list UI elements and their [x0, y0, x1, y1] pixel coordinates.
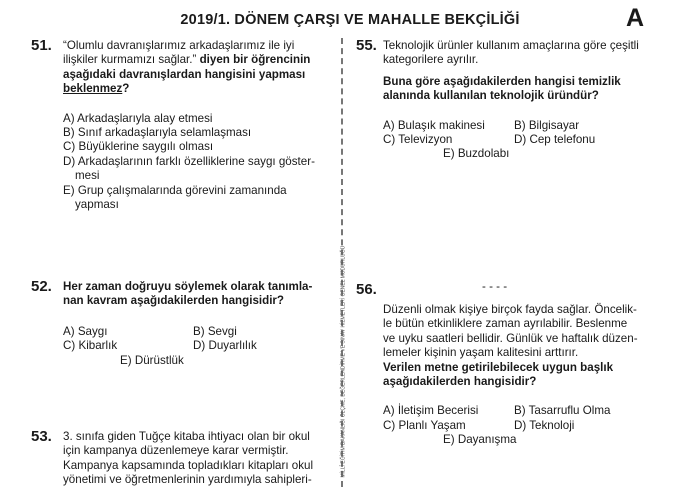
question-51-number: 51. [31, 37, 52, 54]
side-label [339, 245, 347, 482]
q55-question-line: alanında kullanılan teknolojik üründür? [383, 89, 599, 103]
q52-option-e: E) Dürüstlük [120, 353, 184, 367]
q52-option-c: C) Kibarlık [63, 339, 118, 353]
q51-stem-line: “Olumlu davranışlarımız arkadaşlarımız ile iyi [63, 39, 295, 52]
question-51 [63, 39, 335, 212]
q56-question-line: aşağıdakilerden hangisidir? [383, 375, 537, 389]
q55-line: Teknolojik ürünler kullanım amaçlarına göre çeşitli [383, 39, 639, 52]
question-55 [383, 39, 683, 162]
q56-option-b: B) Tasarruflu Olma [514, 404, 611, 418]
q55-option-a: A) Bulaşık makinesi [383, 118, 485, 132]
q55-question-line: Buna göre aşağıdakilerden hangisi temizlik [383, 74, 621, 88]
q52-option-b: B) Sevgi [193, 324, 237, 338]
question-52-number: 52. [31, 278, 52, 295]
q53-line: için kampanya düzenlemeye karar vermiştir. [63, 444, 289, 458]
question-53 [63, 430, 335, 488]
side-label-text: MİLLÎ EĞİTİM BAKANLIĞI ÖLÇME, DEĞERLENDİRME VE SINAV HİZMETLERİ GENEL MÜDÜRLÜĞÜ [340, 245, 347, 478]
q51-stem-text: ilişkiler kurmamızı sağlar.” [63, 53, 197, 67]
q52-stem-line: Her zaman doğruyu söylemek olarak tanımla- [63, 280, 313, 293]
q55-option-d: D) Cep telefonu [514, 133, 596, 147]
q55-options-row [383, 119, 683, 133]
q53-line: yönetimi ve öğretmenlerinin yardımıyla sahipleri- [63, 473, 312, 487]
q56-paragraph-line: ve uyku saatleri bellidir. Günlük ve haftalık düzen- [383, 331, 638, 345]
q51-stem-line [63, 53, 335, 67]
q56-option-e: E) Dayanışma [443, 433, 517, 447]
q56-options-row [383, 404, 683, 418]
q51-option-a: A) Arkadaşlarıyla alay etmesi [63, 111, 213, 125]
question-56 [383, 303, 683, 448]
question-52 [63, 280, 335, 368]
q56-paragraph-line: le bütün etkinliklere zaman ayrılabilir. Beslenme [383, 317, 628, 331]
q53-line: 3. sınıfa giden Tuğçe kitaba ihtiyacı olan bir okul [63, 430, 310, 443]
q51-option-c: C) Büyüklerine saygılı olması [63, 140, 214, 154]
q52-option-a: A) Saygı [63, 324, 108, 338]
q56-options-row [383, 419, 683, 433]
q51-option-b: B) Sınıf arkadaşlarıyla selamlaşması [63, 126, 252, 140]
question-56-number: 56. [356, 281, 377, 298]
exam-title: 2019/1. DÖNEM ÇARŞI VE MAHALLE BEKÇİLİĞİ [180, 12, 520, 28]
q51-option-e-cont: yapması [75, 198, 119, 212]
q56-option-d: D) Teknoloji [514, 418, 575, 432]
q51-option-e: E) Grup çalışmalarında görevini zamanında [63, 183, 287, 197]
q52-option-d: D) Duyarlılık [193, 339, 257, 353]
question-55-number: 55. [356, 37, 377, 54]
q51-option-d-cont: mesi [75, 169, 100, 183]
q51-stem-qmark: ? [122, 82, 130, 96]
q56-paragraph-line: Düzenli olmak kişiye birçok fayda sağlar. Öncelik- [383, 303, 637, 316]
q51-stem-bold: diyen bir öğrencinin [196, 53, 311, 67]
q56-question-line: Verilen metne getirilebilecek uygun başlık [383, 360, 614, 374]
q51-stem-line: aşağıdaki davranışlardan hangisini yapması [63, 67, 306, 81]
q56-paragraph-line: lemeler kişinin yaşam kalitesini arttırır. [383, 346, 579, 360]
q52-stem-line: nan kavram aşağıdakilerden hangisidir? [63, 294, 285, 308]
q56-blank-line: - - - - [482, 280, 508, 293]
q51-option-d: D) Arkadaşlarının farklı özelliklerine saygı göster- [63, 154, 315, 168]
q53-line: Kampanya kapsamında topladıkları kitapları okul [63, 458, 314, 472]
q56-option-a: A) İletişim Becerisi [383, 404, 479, 418]
q55-option-b: B) Bilgisayar [514, 118, 580, 132]
booklet-letter: A [626, 4, 645, 32]
q51-stem-line [63, 82, 335, 96]
q52-options-row [63, 339, 335, 353]
q55-line: kategorilere ayrılır. [383, 53, 479, 67]
q55-option-e: E) Buzdolabı [443, 147, 510, 161]
q55-options-row [383, 133, 683, 147]
q56-option-c: C) Planlı Yaşam [383, 418, 466, 432]
question-53-number: 53. [31, 428, 52, 445]
q52-options-row [63, 325, 335, 339]
q51-stem-underlined: beklenmez [63, 82, 123, 96]
q55-option-c: C) Televizyon [383, 133, 453, 147]
